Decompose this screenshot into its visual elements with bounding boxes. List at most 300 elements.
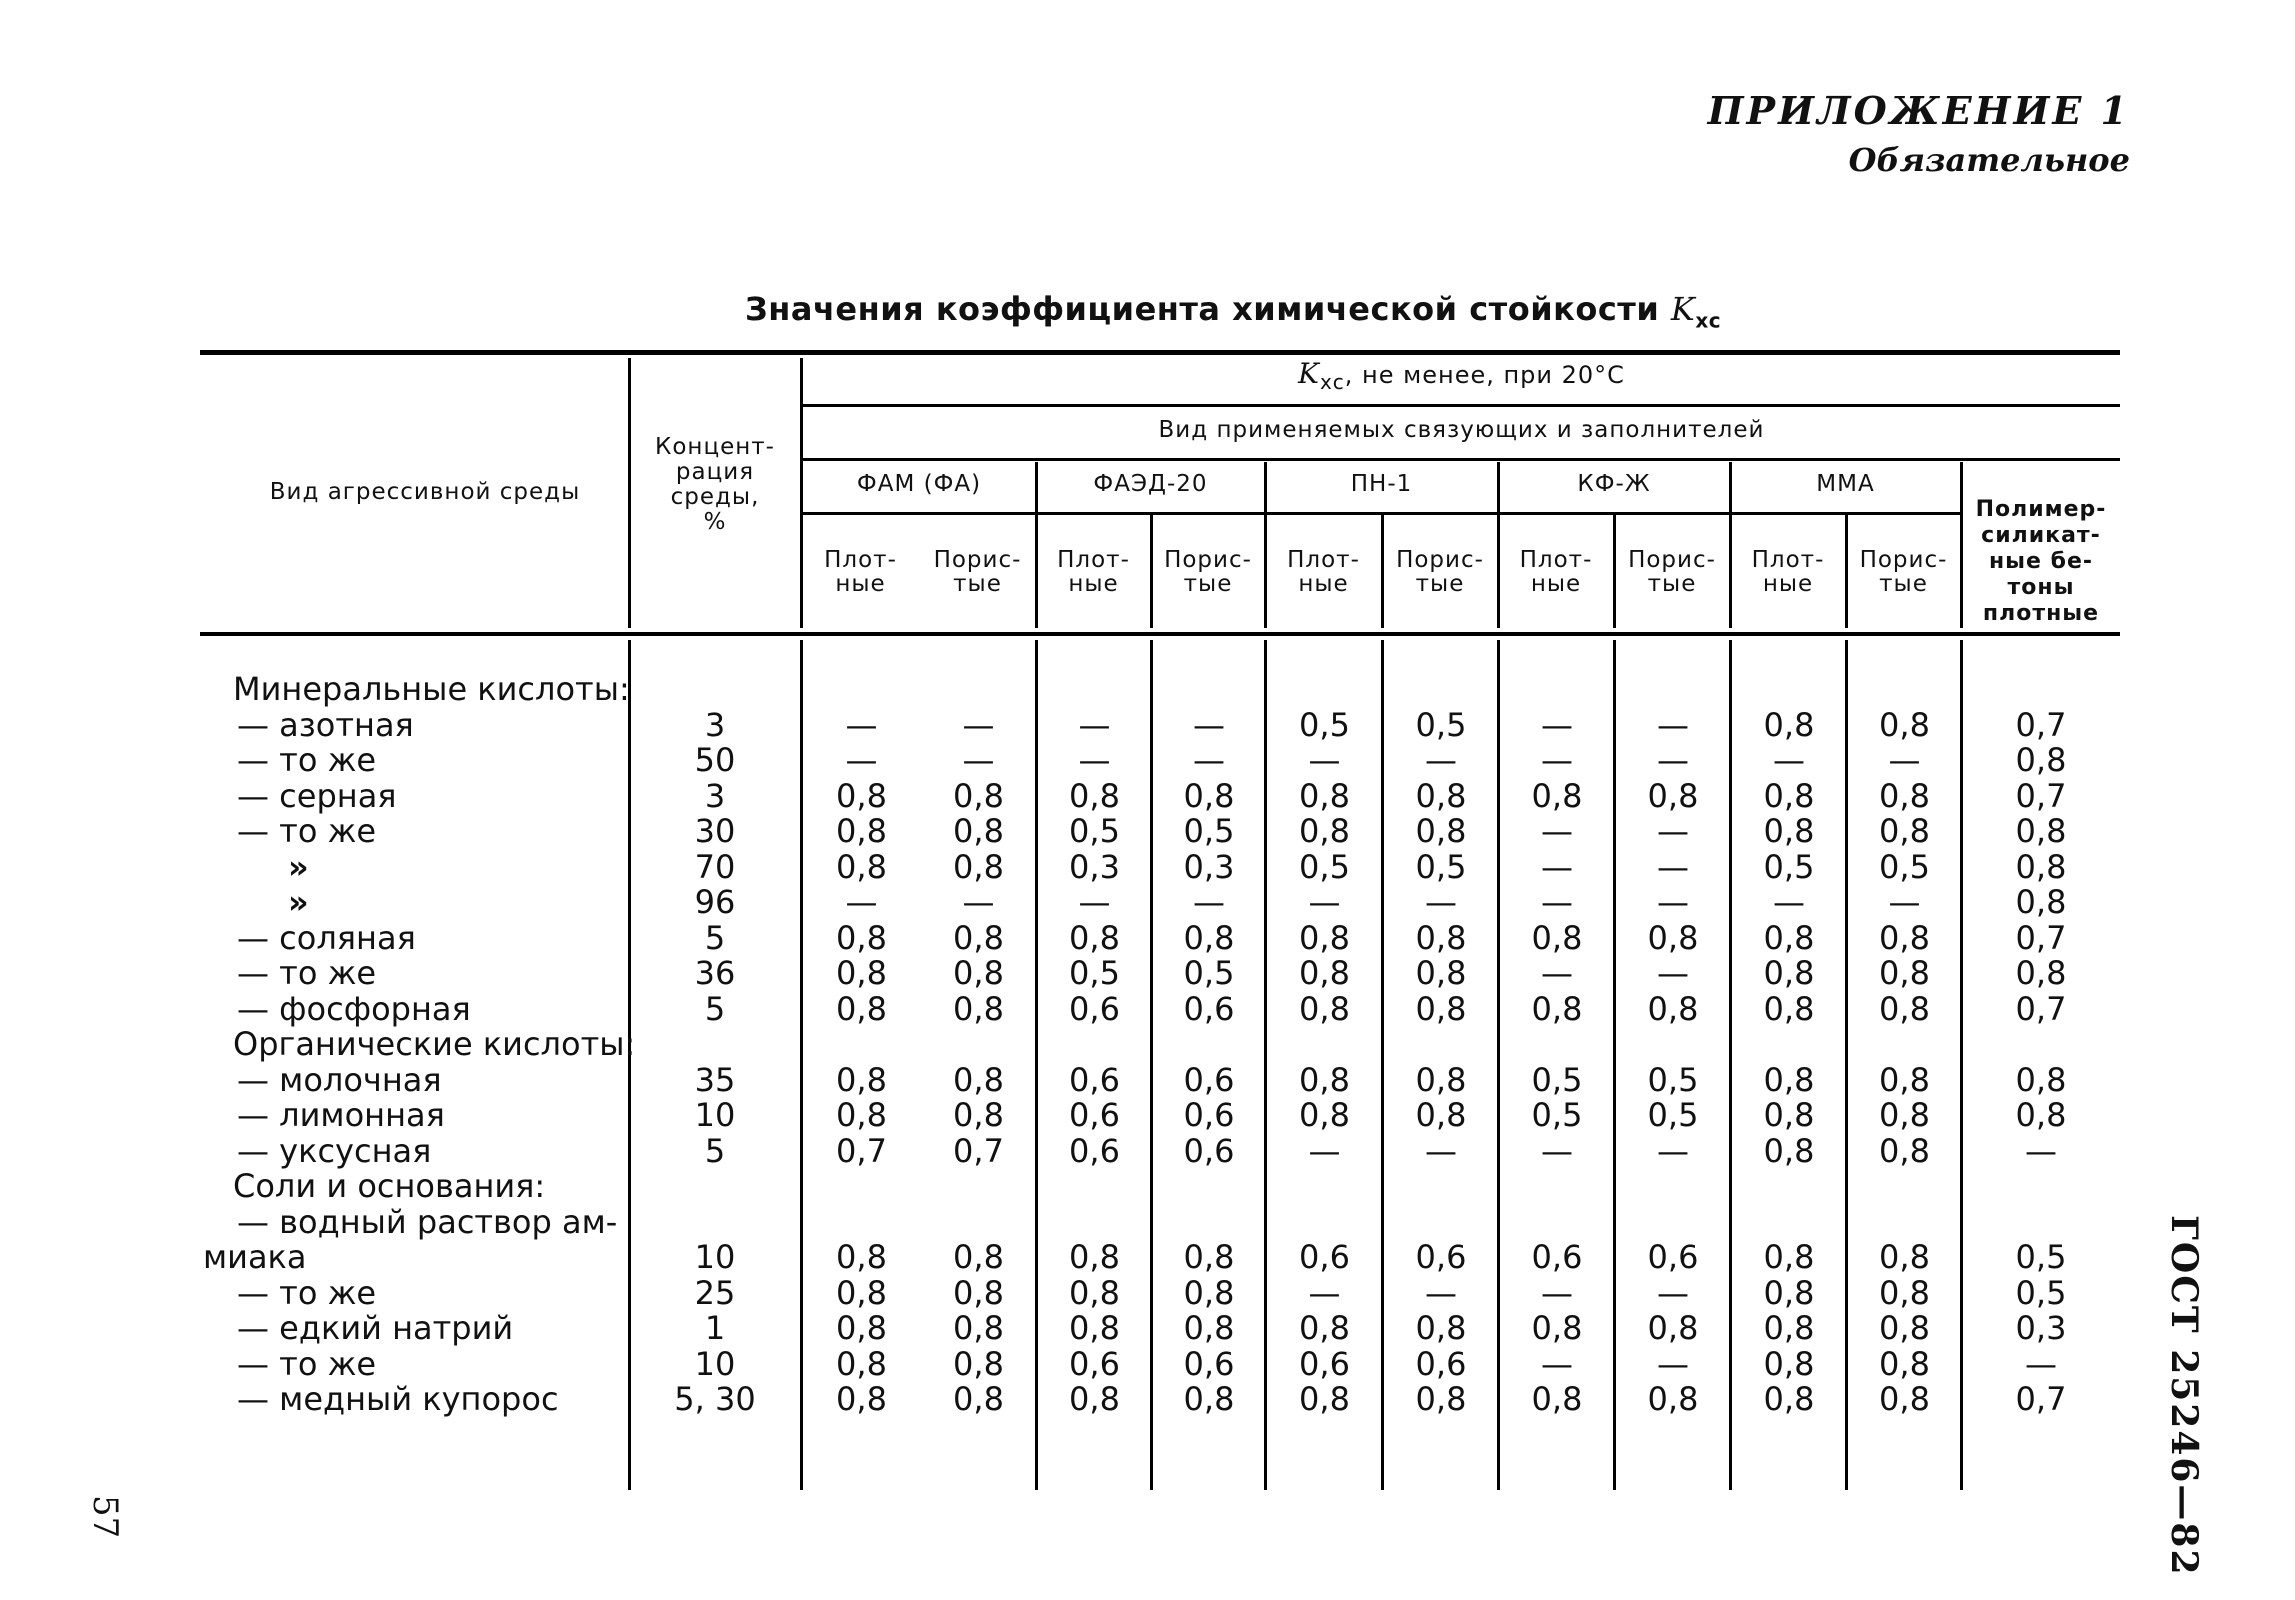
- table-cell: 0,8: [1879, 1238, 1930, 1276]
- row-label: — азотная: [237, 705, 414, 744]
- table-cell: 0,8: [953, 1344, 1004, 1383]
- table-cell: 0,8: [1531, 1309, 1583, 1347]
- table-cell: 0,8: [1299, 1096, 1350, 1134]
- table-cell: —: [1541, 954, 1573, 992]
- table-cell: 0,8: [1879, 1060, 1930, 1099]
- table-cell: 0,3: [2015, 1309, 2067, 1347]
- header-dense: [1731, 548, 1845, 596]
- table-cell: —: [1541, 883, 1573, 921]
- table-cell: [1615, 1169, 1731, 1205]
- table-cell: 0,8: [1763, 705, 1815, 744]
- header-column-rule: [1150, 515, 1153, 628]
- table-cell: [920, 672, 1037, 708]
- table-cell: 0,8: [1531, 776, 1583, 815]
- table-cell: 0,5: [1299, 705, 1350, 744]
- table-cell: 0,8: [1879, 705, 1930, 744]
- table-cell: 0,5: [1647, 1096, 1699, 1134]
- table-cell: —: [962, 705, 995, 744]
- row-concentration: [630, 1205, 800, 1241]
- header-kxc-rest: , не менее, при 20°С: [1344, 361, 1625, 389]
- header-polymer-text: Полимер- силикат- ные бе- тоны плотные: [1975, 497, 2107, 626]
- table-cell: [920, 1169, 1037, 1205]
- value-column: [1499, 672, 1615, 1418]
- table-cell: —: [1657, 1131, 1689, 1170]
- table-cell: [1499, 1027, 1615, 1063]
- table-cell: [1615, 672, 1731, 708]
- header-kxc: [803, 357, 2120, 394]
- table-cell: 0,8: [953, 812, 1004, 850]
- table-cell: 0,8: [1879, 918, 1930, 957]
- table-title-text: Значения коэффициента химической стойкости: [745, 290, 1671, 328]
- table-cell: 0,8: [1069, 1273, 1120, 1312]
- header-porous-text: Порис- тые: [1396, 547, 1484, 597]
- header-dense: [1266, 548, 1381, 596]
- row-concentration: 30: [694, 812, 736, 850]
- table-cell: 0,8: [1763, 954, 1815, 992]
- table-cell: 0,8: [1879, 776, 1930, 815]
- table-cell: 0,6: [1299, 1238, 1350, 1276]
- row-label: — то же: [237, 741, 377, 779]
- table-cell: 0,6: [1069, 1060, 1120, 1099]
- row-concentration: 5: [704, 989, 726, 1028]
- table-cell: 0,6: [1183, 1060, 1235, 1099]
- header-column-rule: [1035, 462, 1038, 628]
- table-cell: [1847, 672, 1962, 708]
- table-cell: 0,8: [1763, 989, 1815, 1028]
- table-cell: 0,8: [953, 1238, 1004, 1276]
- header-column-rule: [1613, 515, 1616, 628]
- table-cell: 0,8: [836, 776, 887, 815]
- table-cell: [1037, 1205, 1152, 1241]
- table-top-rule: [200, 350, 2120, 355]
- row-concentration: 5: [704, 918, 726, 957]
- table-cell: —: [2025, 1344, 2057, 1383]
- table-cell: —: [1193, 705, 1225, 744]
- header-group-kfzh: КФ-Ж: [1577, 471, 1651, 497]
- table-cell: 0,6: [1183, 1344, 1235, 1383]
- header-dense-text: Плот- ные: [824, 547, 897, 597]
- table-cell: 0,8: [1647, 989, 1699, 1028]
- table-cell: [803, 672, 920, 708]
- table-cell: 0,8: [953, 776, 1004, 815]
- table-title-subscript: хс: [1695, 308, 1722, 333]
- row-concentration: 35: [694, 1060, 736, 1099]
- table-cell: [1037, 1027, 1152, 1063]
- table-cell: 0,8: [1647, 1309, 1699, 1347]
- appendix-heading: [1708, 88, 2130, 179]
- table-cell: 0,8: [2015, 847, 2067, 886]
- table-cell: 0,8: [1069, 1238, 1120, 1276]
- table-cell: 0,5: [1183, 954, 1235, 992]
- table-cell: —: [1773, 741, 1805, 779]
- table-cell: 0,6: [1299, 1344, 1350, 1383]
- header-dense: [1037, 548, 1150, 596]
- table-cell: 0,8: [1879, 954, 1930, 992]
- row-labels: [203, 670, 636, 1418]
- table-cell: [1962, 672, 2120, 708]
- table-cell: 0,8: [1647, 776, 1699, 815]
- header-medium: Вид агрессивной среды: [269, 479, 581, 505]
- table-cell: —: [1541, 1273, 1573, 1312]
- table-cell: 0,5: [1647, 1060, 1699, 1099]
- table-cell: 0,8: [1531, 1380, 1583, 1418]
- header-group-mma: ММА: [1816, 471, 1875, 497]
- table-cell: 0,8: [1763, 1273, 1815, 1312]
- header-porous-text: Порис- тые: [1164, 547, 1252, 597]
- table-cell: 0,8: [1299, 776, 1350, 815]
- header-subrule: [803, 512, 1035, 515]
- table-cell: —: [1425, 1131, 1457, 1170]
- table-cell: —: [845, 705, 878, 744]
- page-number: 57: [85, 1495, 125, 1539]
- header-group-fam: ФАМ (ФА): [856, 471, 982, 497]
- table-cell: —: [1308, 883, 1341, 921]
- value-column: [803, 672, 920, 1418]
- row-label: — то же: [237, 812, 377, 850]
- header-column-rule: [1845, 515, 1848, 628]
- table-cell: 0,8: [1299, 989, 1350, 1028]
- table-cell: 0,8: [1183, 776, 1235, 815]
- table-cell: 0,8: [1763, 1344, 1815, 1383]
- table-title-symbol: K: [1670, 290, 1696, 328]
- row-label: — водный раствор ам-: [237, 1202, 618, 1241]
- table-cell: [1847, 1027, 1962, 1063]
- header-porous: [1615, 548, 1729, 596]
- table-cell: 0,6: [1069, 989, 1120, 1028]
- header-concentration-text: Концент- рация среды, %: [655, 434, 775, 535]
- side-label: ГОСТ 25246—82: [2163, 1215, 2205, 1577]
- table-cell: [1731, 1205, 1847, 1241]
- table-cell: 0,6: [1183, 1096, 1235, 1134]
- table-cell: 0,8: [1763, 918, 1815, 957]
- table-cell: [1499, 1169, 1615, 1205]
- table-cell: 0,8: [1415, 918, 1467, 957]
- table-cell: [1383, 1027, 1499, 1063]
- table-cell: —: [1193, 741, 1225, 779]
- table-cell: [1847, 1205, 1962, 1241]
- table-cell: 0,5: [1763, 847, 1815, 886]
- header-dense: [1499, 548, 1613, 596]
- header-porous: [1847, 548, 1960, 596]
- table-cell: [1499, 1205, 1615, 1241]
- table-cell: 0,8: [1763, 1131, 1815, 1170]
- row-label: »: [288, 847, 309, 886]
- value-column: [1962, 672, 2120, 1418]
- table-cell: 0,5: [1415, 705, 1467, 744]
- table-cell: 0,8: [1647, 1380, 1699, 1418]
- table-cell: 0,8: [953, 1273, 1004, 1312]
- table-cell: 0,6: [1069, 1344, 1120, 1383]
- table-cell: 0,8: [836, 847, 887, 886]
- table-cell: —: [1425, 1273, 1457, 1312]
- table-cell: 0,8: [1415, 812, 1467, 850]
- table-cell: 0,8: [1183, 918, 1235, 957]
- row-concentration: 96: [694, 883, 736, 921]
- table-cell: —: [1308, 1131, 1341, 1170]
- table-cell: 0,8: [953, 1060, 1004, 1099]
- table-cell: —: [1888, 883, 1921, 921]
- table-cell: —: [845, 883, 878, 921]
- table-cell: [1266, 1027, 1383, 1063]
- table-cell: 0,5: [1531, 1060, 1583, 1099]
- table-cell: —: [845, 741, 878, 779]
- table-cell: 0,5: [1299, 847, 1350, 886]
- table-cell: 0,8: [1763, 776, 1815, 815]
- table-cell: 0,6: [1069, 1131, 1120, 1170]
- row-concentration: 10: [694, 1096, 736, 1134]
- header-column-rule: [1264, 462, 1267, 628]
- header-porous: [920, 548, 1035, 596]
- table-cell: —: [1308, 1273, 1341, 1312]
- table-cell: —: [1541, 705, 1573, 744]
- table-cell: 0,5: [1415, 847, 1467, 886]
- table-cell: 0,7: [2015, 705, 2067, 744]
- row-label: Минеральные кислоты:: [233, 670, 630, 708]
- table-cell: 0,5: [2015, 1273, 2067, 1312]
- table-cell: 0,3: [1069, 847, 1120, 886]
- table-cell: 0,8: [836, 1060, 887, 1099]
- table-cell: 0,8: [1879, 1344, 1930, 1383]
- table-cell: [1962, 1205, 2120, 1241]
- header-porous-text: Порис- тые: [1859, 547, 1948, 597]
- appendix-title: ПРИЛОЖЕНИЕ 1: [1707, 88, 2130, 133]
- table-cell: 0,6: [1069, 1096, 1120, 1134]
- table-cell: 0,7: [2015, 1380, 2067, 1418]
- table-cell: —: [1541, 1344, 1573, 1383]
- header-group-faed: ФАЭД-20: [1093, 471, 1208, 497]
- table-cell: 0,8: [1299, 1060, 1350, 1099]
- table-cell: 0,8: [1879, 1131, 1930, 1170]
- table-cell: 0,8: [953, 847, 1004, 886]
- table-cell: 0,8: [1763, 1309, 1815, 1347]
- row-concentration: 10: [694, 1238, 736, 1276]
- row-concentration: 50: [694, 741, 736, 779]
- table-cell: [1731, 1027, 1847, 1063]
- table-title: [745, 290, 1721, 332]
- table-cell: —: [1657, 812, 1689, 850]
- table-cell: —: [1078, 883, 1111, 921]
- table-cell: 0,6: [1647, 1238, 1699, 1276]
- table-cell: 0,8: [1415, 1309, 1467, 1347]
- table-cell: [1962, 1169, 2120, 1205]
- table-cell: 0,6: [1183, 989, 1235, 1028]
- table-cell: 0,6: [1415, 1238, 1467, 1276]
- header-column-rule: [1381, 515, 1384, 628]
- table-cell: [1152, 1169, 1266, 1205]
- table-cell: 0,8: [1299, 1380, 1350, 1418]
- appendix-subtitle: Обязательное: [1848, 141, 2130, 179]
- table-cell: 0,7: [2015, 918, 2067, 957]
- table-cell: 0,8: [1531, 989, 1583, 1028]
- header-subrule: [803, 458, 2120, 461]
- table-cell: 0,6: [1415, 1344, 1467, 1383]
- table-cell: 0,8: [953, 989, 1004, 1028]
- table-cell: 0,8: [1299, 812, 1350, 850]
- table-cell: —: [1657, 1344, 1689, 1383]
- row-label: — то же: [237, 954, 377, 992]
- table-cell: [1383, 1169, 1499, 1205]
- table-cell: —: [1078, 741, 1111, 779]
- table-cell: 0,5: [1183, 812, 1235, 850]
- table-cell: [1152, 1205, 1266, 1241]
- table-cell: [1152, 672, 1266, 708]
- table-cell: 0,8: [1763, 1238, 1815, 1276]
- row-concentration: [630, 1027, 800, 1063]
- table-cell: 0,8: [1183, 1273, 1235, 1312]
- table-cell: 0,8: [836, 812, 887, 850]
- row-concentration: 70: [694, 847, 736, 886]
- table-cell: 0,8: [1879, 812, 1930, 850]
- table-cell: 0,8: [1069, 918, 1120, 957]
- table-cell: 0,3: [1183, 847, 1235, 886]
- header-dense: [803, 548, 918, 596]
- table-cell: [1037, 672, 1152, 708]
- value-column: [1037, 672, 1152, 1418]
- value-column: [1383, 672, 1499, 1418]
- row-concentration: 10: [694, 1344, 736, 1383]
- table-cell: 0,8: [1879, 989, 1930, 1028]
- value-column: [1152, 672, 1266, 1418]
- table-cell: 0,8: [1069, 1380, 1120, 1418]
- table-cell: —: [1541, 847, 1573, 886]
- table-cell: 0,8: [953, 954, 1004, 992]
- table-cell: 0,8: [1531, 918, 1583, 957]
- table-cell: 0,8: [1299, 1309, 1350, 1347]
- table-cell: —: [1308, 741, 1341, 779]
- table-cell: 0,7: [953, 1131, 1004, 1170]
- table-cell: —: [1888, 741, 1921, 779]
- header-binders: Вид применяемых связующих и заполнителей: [1158, 417, 1765, 443]
- table-cell: 0,8: [836, 1344, 887, 1383]
- row-concentration: 25: [694, 1273, 736, 1312]
- table-cell: 0,8: [1879, 1096, 1930, 1134]
- table-cell: [1499, 672, 1615, 708]
- table-cell: —: [1657, 705, 1689, 744]
- table-cell: —: [1657, 883, 1689, 921]
- table-cell: [1266, 1169, 1383, 1205]
- header-group-pn1: ПН-1: [1350, 471, 1413, 497]
- row-concentration: 3: [704, 776, 726, 815]
- table-cell: —: [1657, 954, 1689, 992]
- row-label: — медный купорос: [237, 1380, 559, 1418]
- header-porous: [1383, 548, 1497, 596]
- row-label: Соли и основания:: [233, 1167, 546, 1205]
- row-label: — молочная: [237, 1060, 442, 1099]
- table-cell: [803, 1169, 920, 1205]
- row-label: — лимонная: [237, 1096, 445, 1134]
- table-cell: 0,8: [1763, 812, 1815, 850]
- table-cell: —: [1541, 741, 1573, 779]
- header-subrule: [803, 404, 2120, 407]
- header-kxc-sub: хс: [1319, 369, 1345, 394]
- header-dense-text: Плот- ные: [1057, 547, 1130, 597]
- header-dense-text: Плот- ные: [1519, 547, 1593, 597]
- header-porous: [1152, 548, 1264, 596]
- header-concentration: [630, 435, 800, 535]
- table-cell: 0,5: [1069, 954, 1120, 992]
- row-label: — фосфорная: [237, 989, 471, 1028]
- table-cell: 0,8: [836, 1309, 887, 1347]
- table-cell: 0,6: [1531, 1238, 1583, 1276]
- table-cell: 0,8: [1879, 1309, 1930, 1347]
- value-column: [1731, 672, 1847, 1418]
- table-cell: 0,8: [836, 1238, 887, 1276]
- table-cell: —: [1657, 847, 1689, 886]
- table-cell: 0,8: [1415, 776, 1467, 815]
- table-cell: 0,8: [1763, 1096, 1815, 1134]
- header-porous-text: Порис- тые: [1628, 547, 1716, 597]
- row-concentration: 3: [704, 705, 726, 744]
- table-cell: 0,8: [2015, 954, 2067, 992]
- table-cell: [803, 1205, 920, 1241]
- table-cell: —: [962, 741, 995, 779]
- table-cell: [1962, 1027, 2120, 1063]
- row-label: — серная: [237, 776, 397, 815]
- table-cell: [1615, 1027, 1731, 1063]
- value-column: [1847, 672, 1962, 1418]
- table-cell: 0,5: [2015, 1238, 2067, 1276]
- table-cell: [1152, 1027, 1266, 1063]
- table-cell: 0,8: [1415, 1060, 1467, 1099]
- table-cell: 0,8: [1415, 954, 1467, 992]
- table-cell: 0,8: [1415, 989, 1467, 1028]
- value-column: [920, 672, 1037, 1418]
- row-concentration: 5: [704, 1131, 726, 1170]
- table-cell: 0,8: [1183, 1309, 1235, 1347]
- row-label: — едкий натрий: [237, 1309, 514, 1347]
- table-cell: —: [1773, 883, 1805, 921]
- table-cell: 0,8: [953, 1380, 1004, 1418]
- table-cell: [1037, 1169, 1152, 1205]
- header-porous-text: Порис- тые: [933, 547, 1022, 597]
- table-cell: [803, 1027, 920, 1063]
- header-polymer: [1962, 497, 2120, 627]
- table-cell: 0,8: [2015, 1060, 2067, 1099]
- header-dense-text: Плот- ные: [1287, 547, 1360, 597]
- value-column: [1266, 672, 1383, 1418]
- table-cell: 0,8: [1763, 1380, 1815, 1418]
- table-cell: 0,8: [1415, 1096, 1467, 1134]
- table-cell: 0,8: [1763, 1060, 1815, 1099]
- table-cell: 0,7: [2015, 989, 2067, 1028]
- table-cell: [1266, 672, 1383, 708]
- table-cell: 0,8: [836, 989, 887, 1028]
- table-cell: 0,8: [1069, 1309, 1120, 1347]
- table-cell: 0,8: [1183, 1238, 1235, 1276]
- header-column-rule: [1960, 462, 1963, 628]
- table-cell: [1615, 1205, 1731, 1241]
- table-cell: —: [1541, 812, 1573, 850]
- table-cell: —: [1193, 883, 1225, 921]
- header-column-rule: [1497, 462, 1500, 628]
- row-concentration: 5, 30: [674, 1380, 756, 1418]
- table-cell: 0,8: [953, 1309, 1004, 1347]
- row-label: Органические кислоты:: [233, 1025, 636, 1063]
- row-label: — уксусная: [237, 1131, 432, 1170]
- table-cell: 0,8: [1183, 1380, 1235, 1418]
- table-cell: 0,8: [2015, 812, 2067, 850]
- row-label: миака: [203, 1238, 307, 1276]
- table-cell: [1731, 672, 1847, 708]
- table-cell: 0,8: [1415, 1380, 1467, 1418]
- table-cell: [1383, 1205, 1499, 1241]
- table-cell: [1847, 1169, 1962, 1205]
- table-cell: 0,8: [836, 1380, 887, 1418]
- table-cell: 0,7: [2015, 776, 2067, 815]
- header-dense-text: Плот- ные: [1751, 547, 1825, 597]
- table-cell: 0,5: [1531, 1096, 1583, 1134]
- table-cell: 0,5: [1879, 847, 1930, 886]
